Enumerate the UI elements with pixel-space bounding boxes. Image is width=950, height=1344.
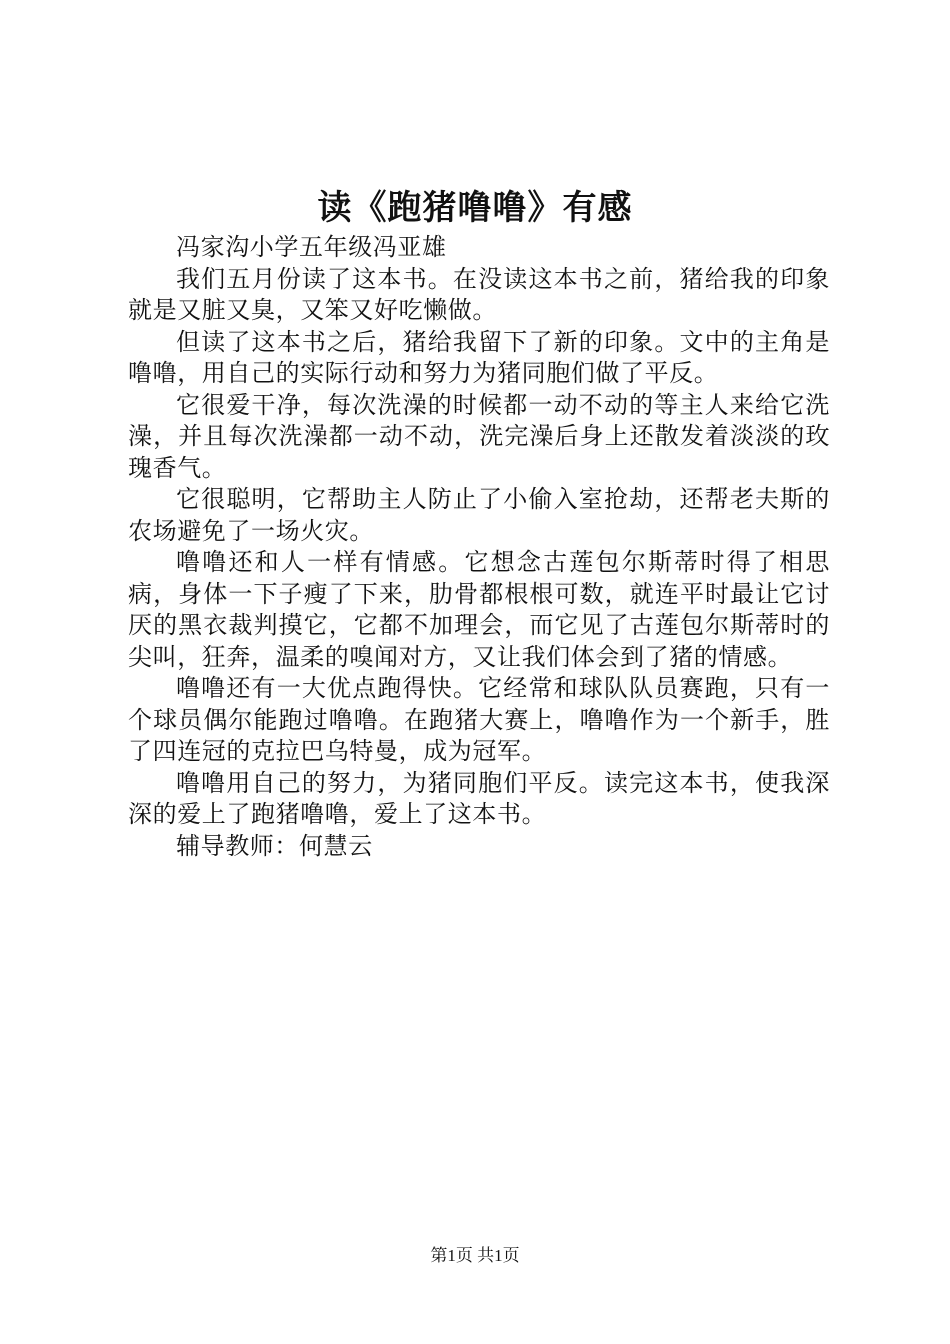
document-title: 读《跑猪噜噜》有感 — [317, 188, 633, 228]
paragraph-2: 但读了这本书之后，猪给我留下了新的印象。文中的主角是噜噜，用自己的实际行动和努力为猪同胞们做了平反。 — [128, 327, 830, 387]
teacher-line: 辅导教师：何慧云 — [176, 831, 373, 860]
paragraph-1: 我们五月份读了这本书。在没读这本书之前，猪给我的印象就是又脏又臭，又笨又好吃懒做。 — [128, 264, 830, 324]
page-footer: 第1页 共1页 — [430, 1246, 520, 1265]
paragraph-3: 它很爱干净，每次洗澡的时候都一动不动的等主人来给它洗澡，并且每次洗澡都一动不动，洗完澡后身上还散发着淡淡的玫瑰香气。 — [128, 390, 830, 482]
paragraph-5: 噜噜还和人一样有情感。它想念古莲包尔斯蒂时得了相思病，身体一下子瘦了下来，肋骨都根根可数，就连平时最让它讨厌的黑衣裁判摸它，它都不加理会，而它见了古莲包尔斯蒂时的尖叫，狂奔，温柔的嗅闻对方，又让我们体会到了猪的情感。 — [128, 548, 830, 671]
paragraph-6: 噜噜还有一大优点跑得快。它经常和球队队员赛跑，只有一个球员偶尔能跑过噜噜。在跑猪大赛上，噜噜作为一个新手，胜了四连冠的克拉巴乌特曼，成为冠军。 — [128, 674, 830, 765]
paragraph-4: 它很聪明，它帮助主人防止了小偷入室抢劫，还帮老夫斯的农场避免了一场火灾。 — [128, 485, 830, 545]
author-line: 冯家沟小学五年级冯亚雄 — [176, 233, 447, 261]
paragraph-7: 噜噜用自己的努力，为猪同胞们平反。读完这本书，使我深深的爱上了跑猪噜噜，爱上了这本书。 — [128, 768, 830, 828]
document-body — [128, 232, 830, 862]
